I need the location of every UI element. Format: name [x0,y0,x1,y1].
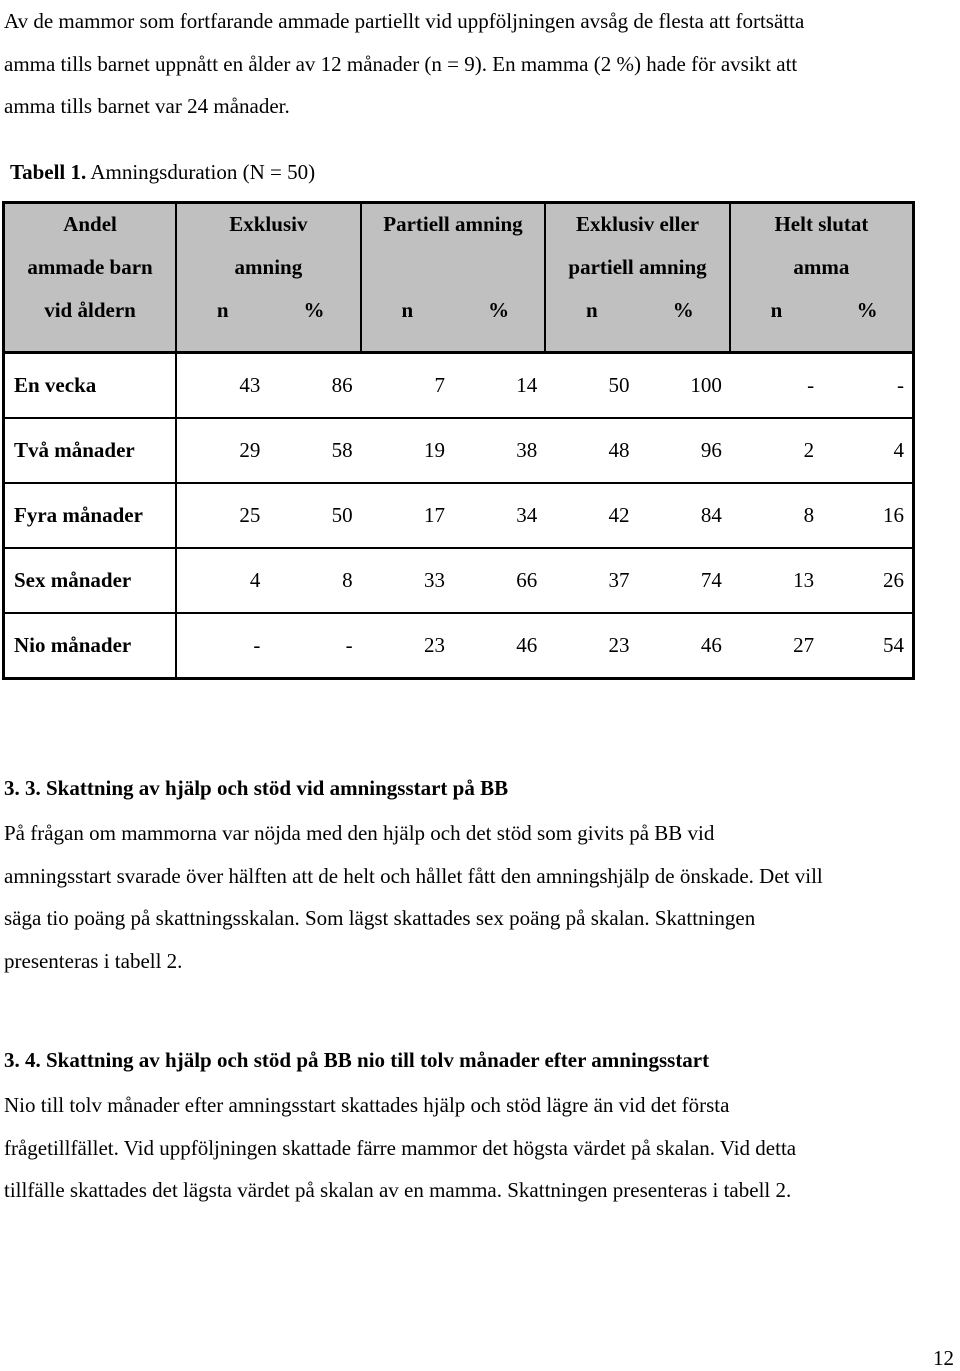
header-row [4,203,914,246]
header-cell: vid åldern [4,289,177,332]
table-cell: 38 [453,418,545,483]
table-cell: - [268,613,360,679]
table-row [4,613,914,679]
paragraph-line: presenteras i tabell 2. [4,948,183,973]
paragraph-line: säga tio poäng på skattningsskalan. Som lägst skattades sex poäng på skalan. Skattningen [4,906,756,930]
paragraph-line: På frågan om mammorna var nöjda med den hjälp och det stöd som givits på BB vid [4,821,715,845]
table-cell: 50 [545,353,637,419]
table-cell: 7 [361,353,453,419]
header-spacer [4,332,914,353]
intro-line: amma tills barnet uppnått en ålder av 12 månader (n = 9). En mamma (2 %) hade för avsikt att [4,51,798,76]
header-cell: amning [176,246,361,289]
table-cell: 23 [361,613,453,679]
table-row [4,353,914,419]
table-cell: 43 [176,353,268,419]
table-cell: 23 [545,613,637,679]
header-n: n [361,289,453,332]
header-n: n [176,289,268,332]
table-cell: 84 [638,483,730,548]
header-cell: Exklusiv [176,203,361,246]
section-paragraph [4,1084,956,1212]
header-cell: amma [730,246,914,289]
header-pct: % [268,289,360,332]
header-n: n [730,289,822,332]
table-cell: 54 [822,613,913,679]
row-label: En vecka [4,353,177,419]
table-cell: - [730,353,822,419]
header-cell: Helt slutat [730,203,914,246]
row-label: Sex månader [4,548,177,613]
table-cell: 46 [453,613,545,679]
header-pct: % [638,289,730,332]
table-cell: 27 [730,613,822,679]
table-cell: 8 [268,548,360,613]
table-cell: - [176,613,268,679]
table-row [4,548,914,613]
header-row [4,289,914,332]
paragraph-line: Nio till tolv månader efter amningsstart skattades hjälp och stöd lägre än vid det första [4,1093,730,1117]
table-cell: 14 [453,353,545,419]
section-heading: 3. 3. Skattning av hjälp och stöd vid amningsstart på BB [4,776,509,800]
table-cell: 4 [822,418,913,483]
table-cell: 4 [176,548,268,613]
table-cell: 8 [730,483,822,548]
table-cell: 25 [176,483,268,548]
table-cell: 48 [545,418,637,483]
header-cell: ammade barn [4,246,177,289]
table-cell: 37 [545,548,637,613]
table-cell: 13 [730,548,822,613]
page-number: 12 [933,1346,954,1370]
table-cell: 34 [453,483,545,548]
section-paragraph [4,812,956,982]
breastfeeding-duration-table [2,201,915,680]
row-label: Två månader [4,418,177,483]
header-cell: Exklusiv eller [545,203,730,246]
table-caption [10,151,315,193]
table-row [4,418,914,483]
paragraph-line: amningsstart svarade över hälften att de helt och hållet fått den amningshjälp de önskade. Det vill [4,863,823,888]
table-cell: 66 [453,548,545,613]
table-cell: 74 [638,548,730,613]
table-cell: 33 [361,548,453,613]
header-cell: Andel [4,203,177,246]
table-cell: 58 [268,418,360,483]
table-cell: 26 [822,548,913,613]
table-cell: 86 [268,353,360,419]
table-cell: 100 [638,353,730,419]
section-heading: 3. 4. Skattning av hjälp och stöd på BB nio till tolv månader efter amningsstart [4,1048,710,1072]
header-pct: % [822,289,913,332]
row-label: Nio månader [4,613,177,679]
table-cell: 29 [176,418,268,483]
table-row [4,483,914,548]
row-label: Fyra månader [4,483,177,548]
table-cell: 50 [268,483,360,548]
paragraph-line: frågetillfället. Vid uppföljningen skattade färre mammor det högsta värdet på skalan. Vid detta [4,1135,797,1160]
header-pct: % [453,289,545,332]
header-n: n [545,289,637,332]
table-cell: - [822,353,913,419]
header-cell [361,246,546,289]
table-cell: 2 [730,418,822,483]
table-cell: 46 [638,613,730,679]
table-cell: 17 [361,483,453,548]
header-cell: Partiell amning [361,203,546,246]
header-cell: partiell amning [545,246,730,289]
table-cell: 42 [545,483,637,548]
table-cell: 16 [822,483,913,548]
header-row [4,246,914,289]
table-caption-text: Amningsduration (N = 50) [86,160,316,184]
intro-line: amma tills barnet var 24 månader. [4,94,290,118]
table-cell: 19 [361,418,453,483]
intro-paragraph [4,0,956,128]
paragraph-line: tillfälle skattades det lägsta värdet på skalan av en mamma. Skattningen presenteras i tabell 2. [4,1178,792,1202]
intro-line: Av de mammor som fortfarande ammade partiellt vid uppföljningen avsåg de flesta att fortsätta [4,9,805,33]
table-caption-label: Tabell 1. [10,160,87,184]
table-cell: 96 [638,418,730,483]
